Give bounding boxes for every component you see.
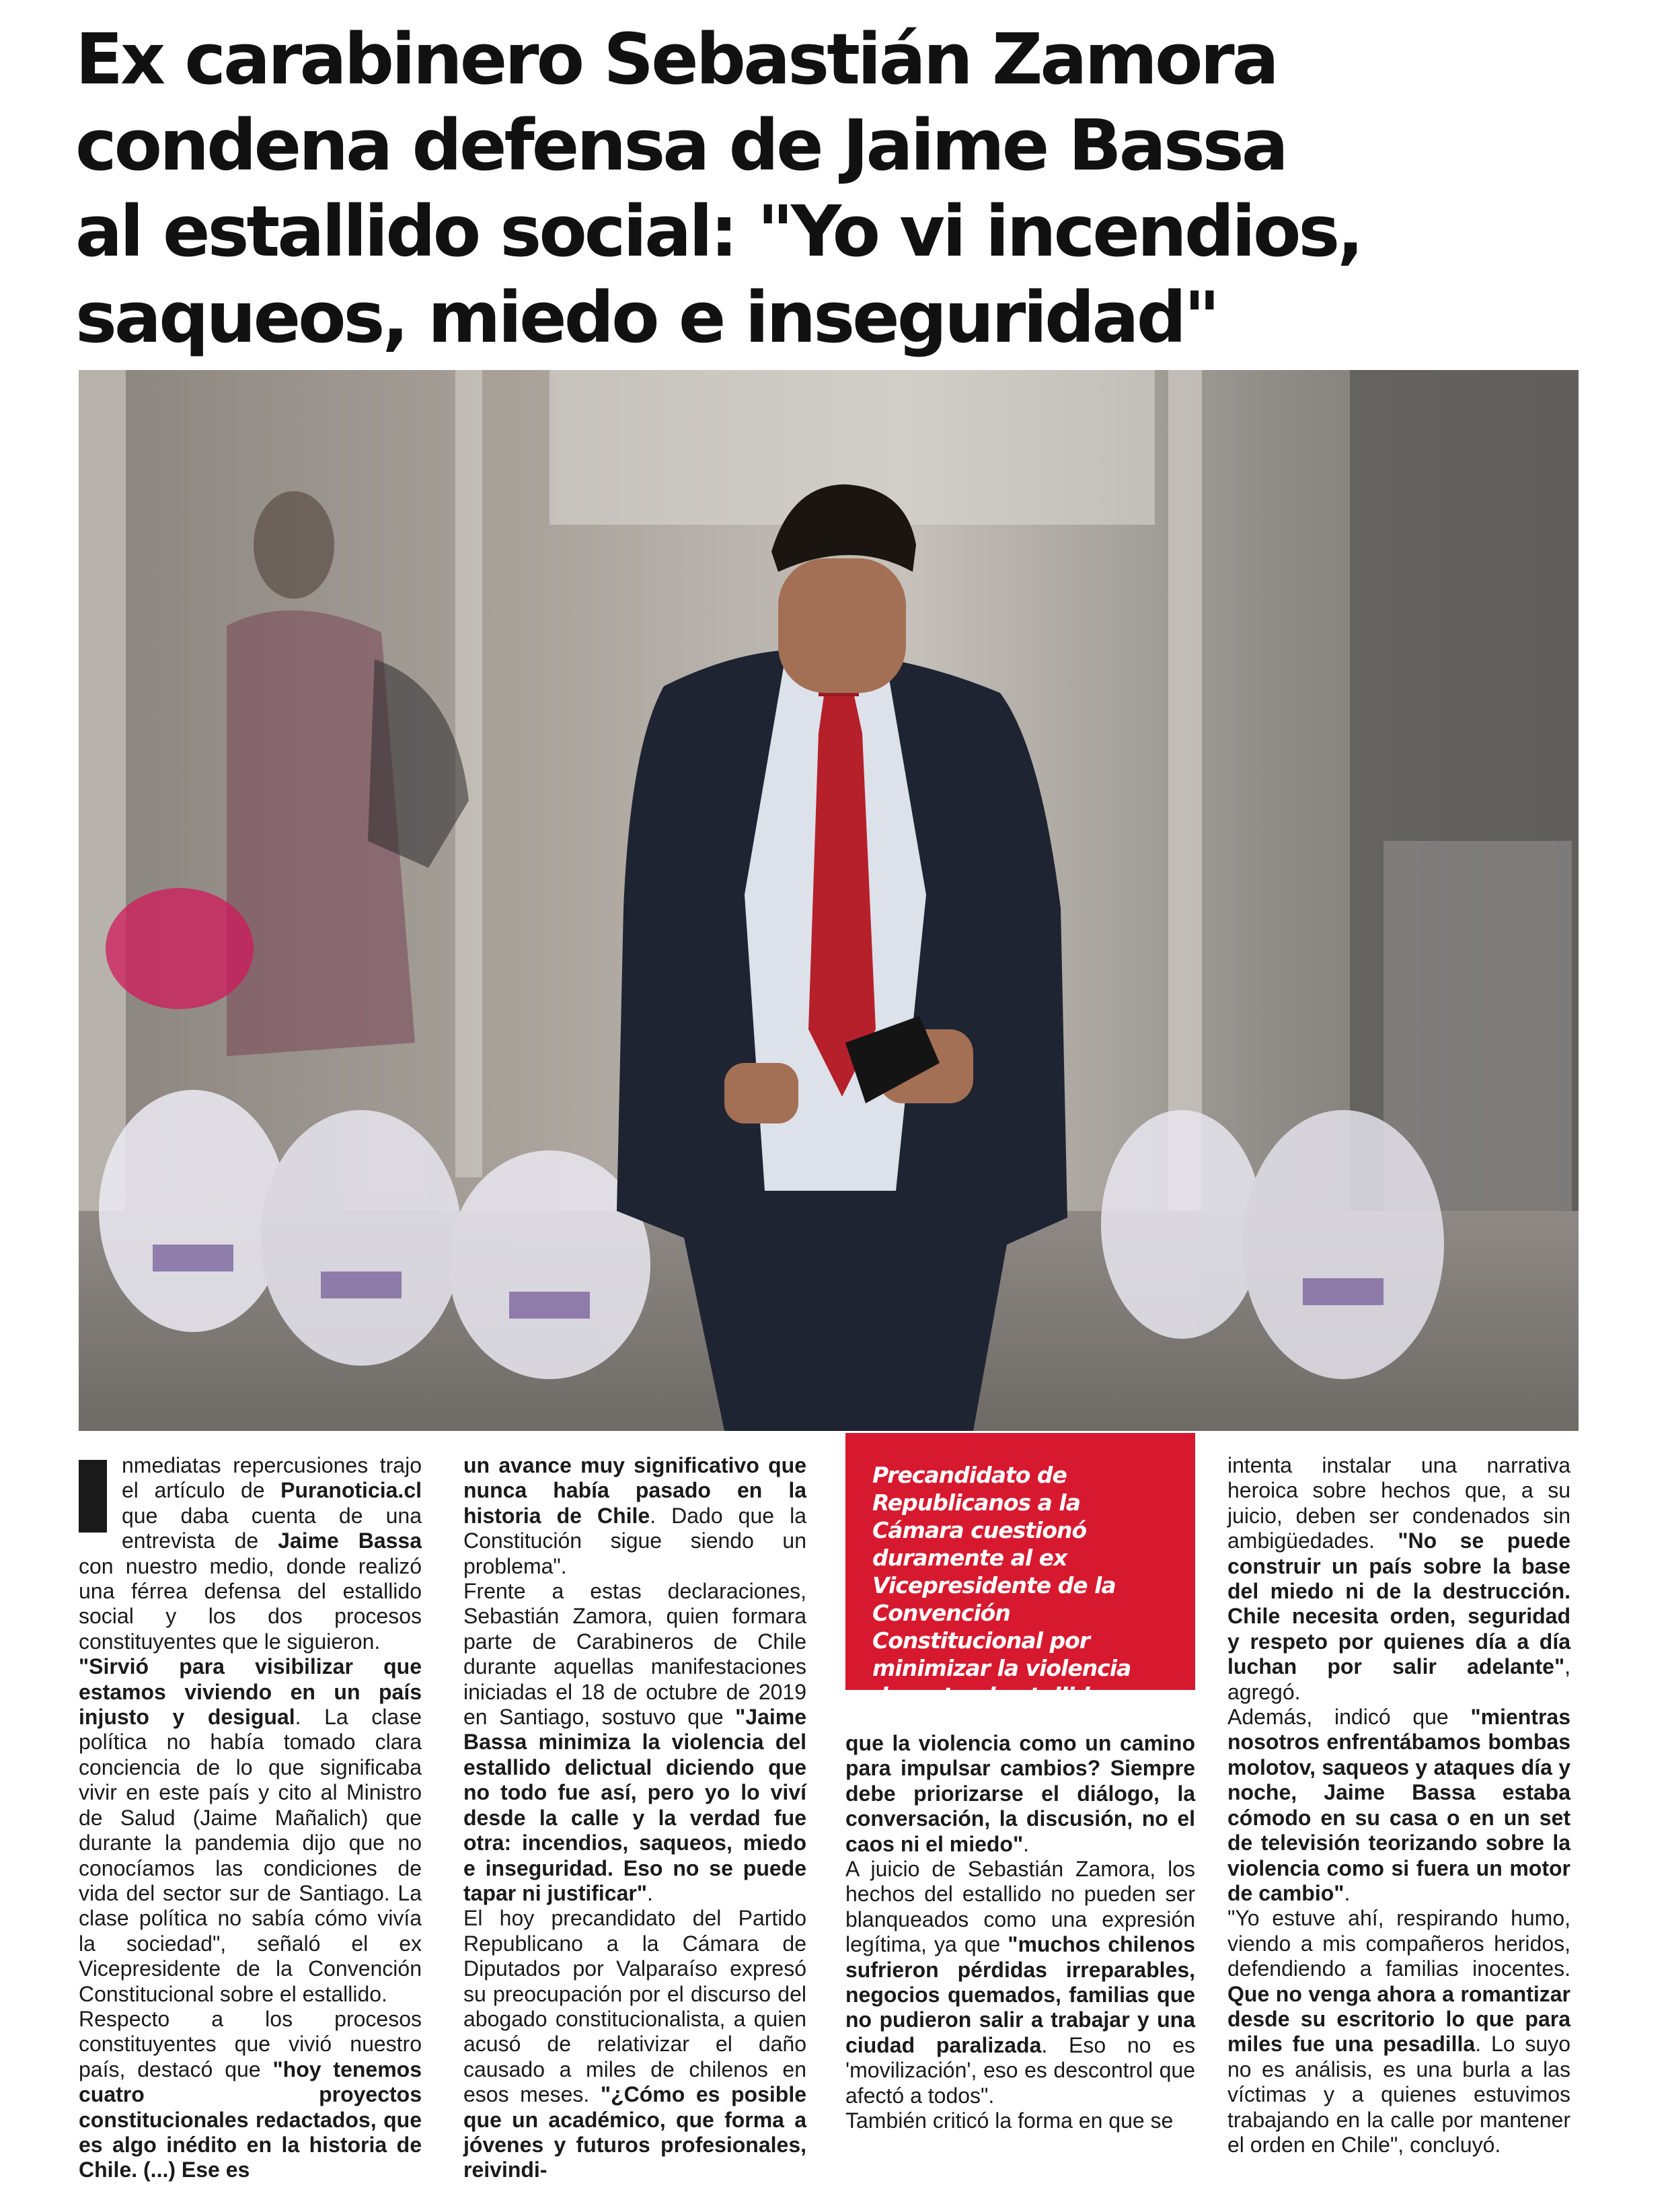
text-run: También criticó la forma en que se xyxy=(845,2108,1174,2133)
article-column-2 xyxy=(463,1453,806,2183)
text-run: . La clase política no había tomado clara conciencia de lo que significaba vivir en este país y cito al Ministro de Salud (Jaime Mañalich) que durante la pandemia dijo que no conocíamos las condiciones de vida del sector sur de Santiago. La clase política no sabía cómo vivía la sociedad", señaló el ex Vicepresidente de la Convención Constitucional sobre el estallido. xyxy=(79,1705,422,2006)
bold-quote: "muchos chilenos sufrieron pérdidas irreparables, negocios quemados, familias que no pudieron salir a trabajar y una ciudad paralizada xyxy=(845,1932,1196,2057)
headline-line: condena defensa de Jaime Bassa xyxy=(75,104,1286,186)
text-run: nmediatas repercusiones trajo el artículo de xyxy=(122,1453,422,1503)
text-run: Respecto a los procesos constituyentes que vivió nuestro país, destacó que xyxy=(79,2006,422,2081)
text-run: . Dado que la Constitución sigue siendo un problema". xyxy=(463,1503,806,1578)
text-run: , agregó. xyxy=(1227,1654,1570,1704)
paragraph xyxy=(1227,1705,1570,1906)
headline xyxy=(75,16,1582,361)
pull-quote-callout xyxy=(845,1433,1195,1736)
text-run: Además, indicó que xyxy=(1227,1705,1471,1730)
text-run: . xyxy=(647,1880,653,1905)
paragraph xyxy=(463,1906,806,2182)
paragraph xyxy=(845,1731,1195,1857)
text-run: A juicio de Sebastián Zamora, los hechos del estallido no pueden ser blanqueados como una expresión legítima, ya que xyxy=(845,1857,1195,1957)
text-run: que daba cuenta de una entrevista de xyxy=(122,1503,422,1553)
bold-quote: "hoy tenemos cuatro proyectos constitucionales redactados, que es algo inédito en la historia de Chile. (...) Ese es xyxy=(79,2057,422,2182)
drop-cap xyxy=(79,1460,107,1533)
headline-line: al estallido social: "Yo vi incendios, xyxy=(75,190,1361,272)
paragraph xyxy=(79,1453,422,1654)
text-run: con nuestro medio, donde realizó una férrea defensa del estallido social y los dos procesos constituyentes que le siguieron. xyxy=(79,1553,422,1654)
photo-illustration xyxy=(79,370,1579,1431)
paragraph xyxy=(463,1579,806,1906)
bold-quote: que la violencia como un camino para impulsar cambios? Siempre debe priorizarse el diálogo, la conversación, la discusión, no el caos ni el miedo" xyxy=(845,1731,1195,1856)
paragraph xyxy=(845,2108,1195,2133)
bold-quote: "Jaime Bassa minimiza la violencia del estallido delictual diciendo que no todo fue así, pero yo lo viví desde la calle y la verdad fue otra: incendios, saqueos, miedo e inseguridad. Eso no se puede tapar ni justificar" xyxy=(463,1705,806,1905)
text-run: El hoy precandidato del Partido Republicano a la Cámara de Diputados por Valparaíso expresó su preocupación por el discurso del abogado constitucionalista, a quien acusó de relativizar el daño causado a miles de chilenos en esos meses. xyxy=(463,1906,806,2107)
bold-text: Jaime Bassa xyxy=(278,1528,422,1553)
bold-quote: "mientras nosotros enfrentábamos bombas molotov, saqueos y ataques día y noche, Jaime Bassa estaba cómodo en su casa o en un set de televisión teorizando sobre la violencia como si fuera un motor de cambio" xyxy=(1227,1705,1570,1905)
bold-quote: "Sirvió para visibilizar que estamos viviendo en un país injusto y desigual xyxy=(79,1654,422,1730)
bold-quote: "¿Cómo es posible que un académico, que forma a jóvenes y futuros profesionales, reivindi- xyxy=(463,2082,806,2182)
text-run: "Yo estuve ahí, respirando humo, viendo a mis compañeros heridos, defendiendo a familias inocentes. xyxy=(1227,1906,1570,1981)
text-run: . Lo suyo no es análisis, es una burla a las víctimas y a quienes estuvimos trabajando en la calle por mantener el orden en Chile", concluyó. xyxy=(1227,2032,1571,2157)
link-text: Puranoticia.cl xyxy=(280,1478,422,1503)
bold-quote: Que no venga ahora a romantizar desde su escritorio lo que para miles fue una pesadilla xyxy=(1227,1981,1570,2057)
paragraph xyxy=(79,1654,422,2007)
article-photo xyxy=(79,370,1579,1431)
callout-text: Precandidato de Republicanos a la Cámara cuestionó duramente al ex Vicepresidente de la Convención Constitucional por minimizar la violencia durante el estallido social. xyxy=(872,1462,1131,1736)
bold-quote: un avance muy significativo que nunca había pasado en la historia de Chile xyxy=(463,1453,806,1528)
paragraph xyxy=(463,1453,806,1579)
text-run: Frente a estas declaraciones, Sebastián Zamora, quien formara parte de Carabineros de Chile durante aquellas manifestaciones iniciadas el 18 de octubre de 2019 en Santiago, sostuvo que xyxy=(463,1579,806,1730)
article-column-1 xyxy=(79,1453,422,2183)
text-run: . Eso no es 'movilización', eso es descontrol que afectó a todos". xyxy=(845,2032,1195,2108)
bold-quote: "No se puede construir un país sobre la base del miedo ni de la destrucción. Chile necesita orden, seguridad y respeto por quienes día a día luchan por salir adelante" xyxy=(1227,1528,1571,1679)
paragraph xyxy=(79,2007,422,2183)
text-run: . xyxy=(1344,1880,1351,1905)
article-column-3 xyxy=(845,1731,1195,2134)
article-column-4 xyxy=(1227,1453,1570,2158)
headline-line: Ex carabinero Sebastián Zamora xyxy=(75,18,1277,100)
text-run: intenta instalar una narrativa heroica sobre hechos que, a su juicio, deben ser condenados sin ambigüedades. xyxy=(1227,1453,1570,1553)
text-run: . xyxy=(1023,1831,1030,1856)
headline-line: saqueos, miedo e inseguridad" xyxy=(75,276,1218,359)
paragraph xyxy=(1227,1453,1570,1705)
paragraph xyxy=(845,1857,1195,2108)
paragraph xyxy=(1227,1906,1570,2158)
